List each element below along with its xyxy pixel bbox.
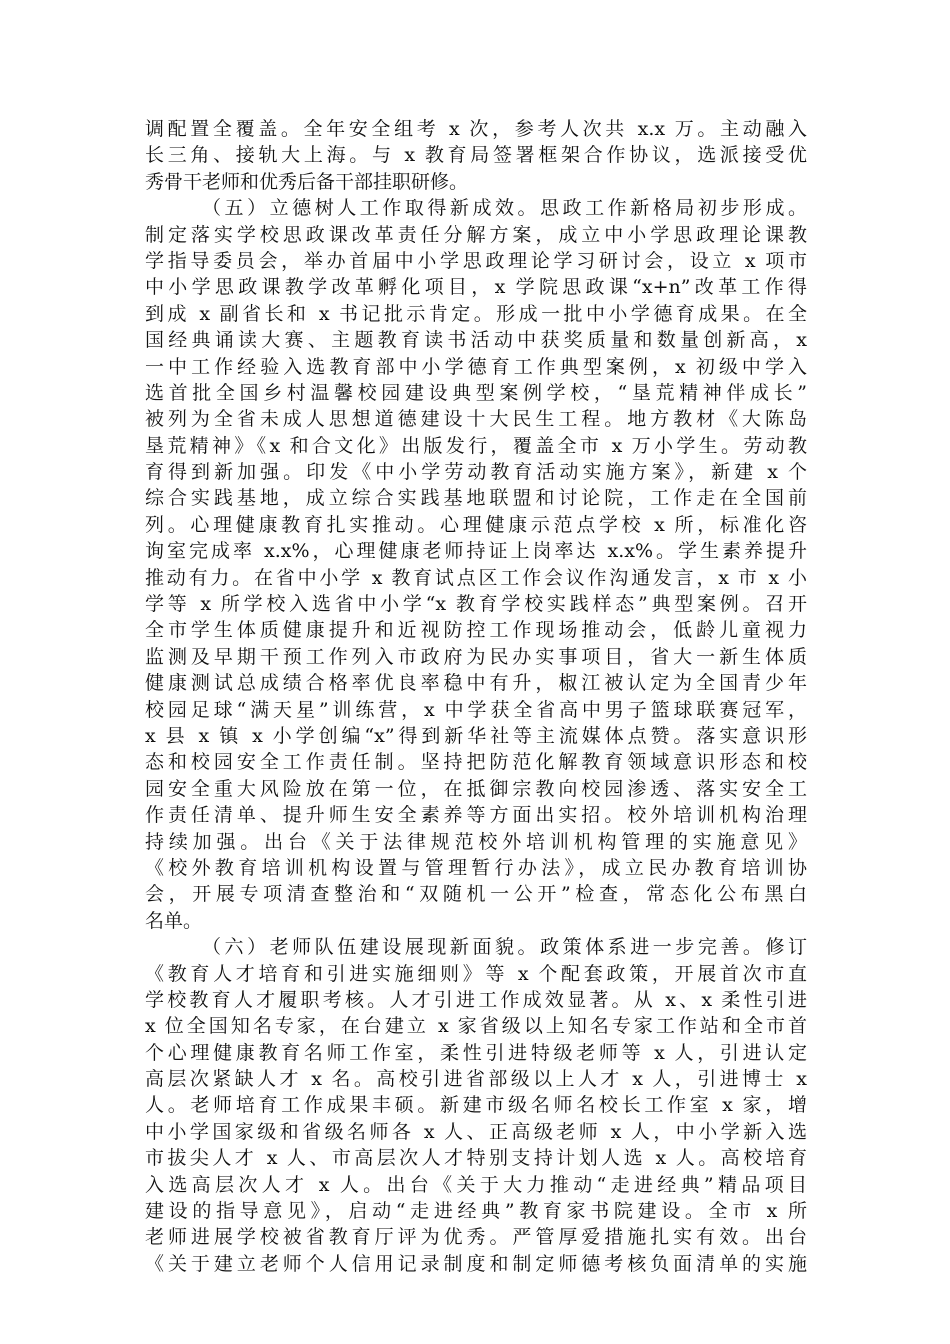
text-line: 被列为全省未成人思想道德建设十大民生工程。地方教材《大陈岛 [145,408,807,431]
text-line: 调配置全覆盖。全年安全组考 x 次，参考人次共 x.x 万。主动融入 [145,118,807,140]
text-line: 中小学国家级和省级名师各 x 人、正高级老师 x 人，中小学新入选 [145,1120,807,1143]
text-line: 制定落实学校思政课改革责任分解方案，成立中小学思政理论课教 [145,223,807,246]
text-line: 监测及早期干预工作列入市政府为民办实事项目，省大一新生体质 [145,645,807,668]
text-line: 持续加强。出台《关于法律规范校外培训机构管理的实施意见》 [145,830,807,853]
text-line: 垦荒精神》《x 和合文化》出版发行，覆盖全市 x 万小学生。劳动教 [145,434,807,457]
text-line: 学校教育人才履职考核。人才引进工作成效显著。从 x、x 柔性引进 [145,988,807,1011]
text-line: 园安全重大风险放在第一位，在抵御宗教向校园渗透、落实安全工 [145,777,807,800]
text-line: 推动有力。在省中小学 x 教育试点区工作会议作沟通发言，x 市 x 小 [145,566,807,589]
text-line: 老师进展学校被省教育厅评为优秀。严管厚爱措施扎实有效。出台 [145,1226,807,1249]
text-line: 建设的指导意见》，启动“走进经典”教育家书院建设。全市 x 所 [145,1200,807,1223]
text-line: x 县 x 镇 x 小学创编“x”得到新华社等主流媒体点赞。落实意识形 [145,724,807,747]
text-line: 《教育人才培育和引进实施细则》等 x 个配套政策，开展首次市直 [145,962,807,985]
text-line: 作责任清单、提升师生安全素养等方面出实招。校外培训机构治理 [145,804,807,827]
text-line: 健康测试总成绩合格率优良率稳中有升，椒江被认定为全国青少年 [145,672,807,695]
text-line: 态和校园安全工作责任制。坚持把防范化解教育领域意识形态和校 [145,751,807,774]
text-line: 《关于建立老师个人信用记录制度和制定师德考核负面清单的实施 [145,1252,807,1275]
text-line: 人。老师培育工作成果丰硕。新建市级名师名校长工作室 x 家，增 [145,1094,807,1117]
body-text [145,116,807,1277]
text-line: 校园足球“满天星”训练营，x 中学获全省高中男子篮球联赛冠军， [145,698,807,721]
text-line: 《校外教育培训机构设置与管理暂行办法》，成立民办教育培训协 [145,856,807,879]
text-line: 选首批全国乡村温馨校园建设典型案例学校，“垦荒精神伴成长” [145,381,807,404]
text-line: 长三角、接轨大上海。与 x 教育局签署框架合作协议，选派接受优 [145,144,807,167]
text-line: 列。心理健康教育扎实推动。心理健康示范点学校 x 所，标准化咨 [145,513,807,536]
text-line: 询室完成率 x.x%，心理健康老师持证上岗率达 x.x%。学生素养提升 [145,540,807,563]
text-line: 中小学思政课教学改革孵化项目，x 学院思政课“x+n”改革工作得 [145,276,807,299]
text-line: 综合实践基地，成立综合实践基地联盟和讨论院，工作走在全国前 [145,487,807,510]
text-line: x 位全国知名专家，在台建立 x 家省级以上知名专家工作站和全市首 [145,1015,807,1038]
text-line: 一中工作经验入选教育部中小学德育工作典型案例，x 初级中学入 [145,355,807,378]
text-line: 国经典诵读大赛、主题教育读书活动中获奖质量和数量创新高，x [145,329,807,352]
text-line: 个心理健康教育名师工作室，柔性引进特级老师等 x 人，引进认定 [145,1041,807,1064]
text-line: 学等 x 所学校入选省中小学“x 教育学校实践样态”典型案例。召开 [145,593,807,616]
text-line: 秀骨干老师和优秀后备干部挂职研修。 [145,170,469,193]
text-line: 市拔尖人才 x 人、市高层次人才特别支持计划人选 x 人。高校培育 [145,1147,807,1170]
text-line: 到成 x 副省长和 x 书记批示肯定。形成一批中小学德育成果。在全 [145,302,807,325]
text-line: 会，开展专项清查整治和“双随机一公开”检查，常态化公布黑白 [145,883,807,906]
text-line: 育得到新加强。印发《中小学劳动教育活动实施方案》，新建 x 个 [145,461,807,484]
text-line: 名单。 [145,909,203,932]
text-line: 入选高层次人才 x 人。出台《关于大力推动“走进经典”精品项目 [145,1173,807,1196]
section-heading-line: （六）老师队伍建设展现新面貌。政策体系进一步完善。修订 [202,936,807,959]
text-line: 高层次紧缺人才 x 名。高校引进省部级以上人才 x 人，引进博士 x [145,1068,807,1091]
text-line: 全市学生体质健康提升和近视防控工作现场推动会，低龄儿童视力 [145,619,807,642]
text-line: 学指导委员会，举办首届中小学思政理论学习研讨会，设立 x 项市 [145,249,807,272]
section-heading-line: （五）立德树人工作取得新成效。思政工作新格局初步形成。 [202,197,807,220]
